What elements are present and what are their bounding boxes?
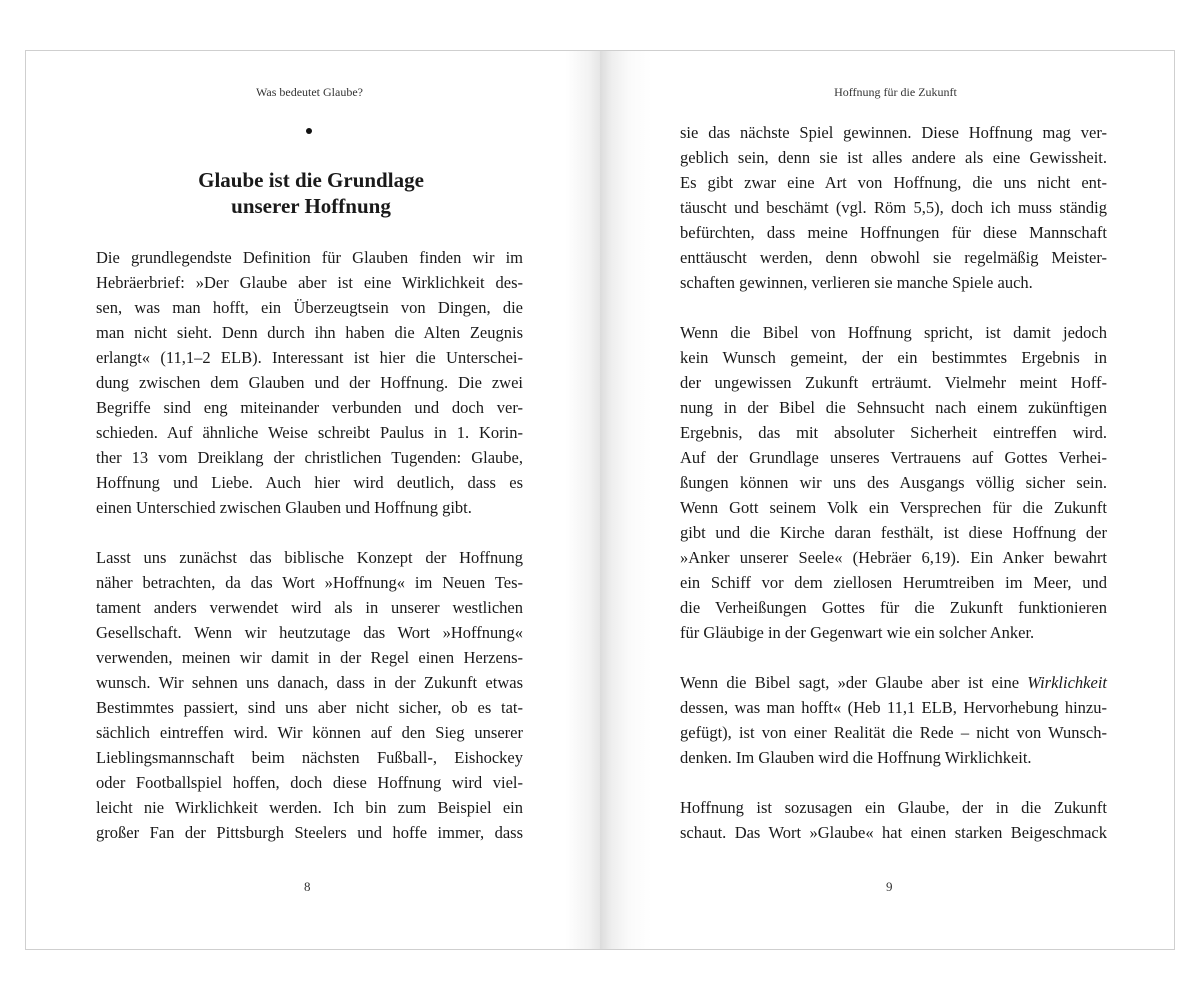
- text-line: Wenn die Bibel von Hoffnung spricht, ist damit jedoch: [680, 323, 1107, 342]
- chapter-title-line: unserer Hoffnung: [231, 194, 391, 218]
- book-spread: [25, 50, 1175, 950]
- text-line: schaften gewinnen, verlieren sie manche Spiele auch.: [680, 273, 1033, 292]
- text-line: Es gibt zwar eine Art von Hoffnung, die uns nicht ent-: [680, 173, 1107, 192]
- bullet-ornament: [306, 128, 312, 134]
- chapter-title: [96, 167, 526, 219]
- text-line: schaut. Das Wort »Glaube« hat einen starken Beigeschmack: [680, 823, 1107, 842]
- text-line: dessen, was man hofft« (Heb 11,1 ELB, Hervorhebung hinzu-: [680, 698, 1107, 717]
- text-line: ein Schiff vor dem ziellosen Herumtreiben im Meer, und: [680, 573, 1107, 592]
- text-line: Hoffnung ist sozusagen ein Glaube, der in die Zukunft: [680, 798, 1107, 817]
- text-line: »Anker unserer Seele« (Hebräer 6,19). Ein Anker bewahrt: [680, 548, 1107, 567]
- paragraph: [96, 245, 523, 520]
- text-line: Bestimmtes passiert, sind uns aber nicht sicher, ob es tat-: [96, 698, 523, 717]
- paragraph: [680, 795, 1107, 845]
- body-text: [680, 120, 1107, 845]
- text-line: Wenn Gott seinem Volk ein Versprechen für die Zukunft: [680, 498, 1107, 517]
- chapter-title-line: Glaube ist die Grundlage: [198, 168, 424, 192]
- text-segment: Wenn die Bibel sagt, »der Glaube aber ist eine: [680, 673, 1028, 692]
- text-line: großer Fan der Pittsburgh Steelers und hoffe immer, dass: [96, 823, 523, 842]
- text-line: ther 13 vom Dreiklang der christlichen Tugenden: Glaube,: [96, 448, 523, 467]
- emphasis-text: Wirklichkeit: [1027, 673, 1107, 692]
- text-line: Lasst uns zunächst das biblische Konzept der Hoffnung: [96, 548, 523, 567]
- text-line: erlangt« (11,1–2 ELB). Interessant ist hier die Unterschei-: [96, 348, 523, 367]
- text-line: tament anders verwendet wird als in unserer westlichen: [96, 598, 523, 617]
- text-line: gibt und die Kirche daran festhält, ist diese Hoffnung der: [680, 523, 1107, 542]
- text-line: enttäuscht werden, denn obwohl sie regelmäßig Meister-: [680, 248, 1107, 267]
- page-number: 9: [886, 879, 893, 894]
- paragraph: [680, 120, 1107, 295]
- text-line: sen, was man hofft, ein Überzeugtsein von Dingen, die: [96, 298, 523, 317]
- text-line: sie das nächste Spiel gewinnen. Diese Hoffnung mag ver-: [680, 123, 1107, 142]
- paragraph: [96, 545, 523, 845]
- text-line: Auf der Grundlage unseres Vertrauens auf Gottes Verhei-: [680, 448, 1107, 467]
- paragraph: [680, 320, 1107, 645]
- body-text: [96, 245, 523, 845]
- text-line: näher betrachten, da das Wort »Hoffnung« im Neuen Tes-: [96, 573, 523, 592]
- text-line: der ungewissen Zukunft erträumt. Vielmehr meint Hoff-: [680, 373, 1107, 392]
- text-line: schieden. Auf ähnliche Weise schreibt Paulus in 1. Korin-: [96, 423, 523, 442]
- text-line: täuscht und beschämt (vgl. Röm 5,5), doch ich muss ständig: [680, 198, 1107, 217]
- text-line: sächlich eintreffen wird. Wir können auf den Sieg unserer: [96, 723, 523, 742]
- text-line: Begriffe sind eng miteinander verbunden und doch ver-: [96, 398, 523, 417]
- running-head: Hoffnung für die Zukunft: [834, 85, 957, 99]
- right-page: [600, 51, 1174, 949]
- text-line: leicht nie Wirklichkeit werden. Ich bin zum Beispiel ein: [96, 798, 523, 817]
- text-line: nung in der Bibel die Sehnsucht nach einem zukünftigen: [680, 398, 1107, 417]
- running-head: Was bedeutet Glaube?: [256, 85, 363, 99]
- text-line: Hoffnung und Liebe. Auch hier wird deutlich, dass es: [96, 473, 523, 492]
- text-line: kein Wunsch gemeint, der ein bestimmtes Ergebnis in: [680, 348, 1107, 367]
- text-line: denken. Im Glauben wird die Hoffnung Wirklichkeit.: [680, 748, 1032, 767]
- text-line: die Verheißungen Gottes für die Zukunft funktionieren: [680, 598, 1107, 617]
- text-line: [680, 670, 1107, 695]
- text-line: wunsch. Wir sehnen uns danach, dass in der Zukunft etwas: [96, 673, 523, 692]
- text-line: Hebräerbrief: »Der Glaube aber ist eine Wirklichkeit des-: [96, 273, 523, 292]
- page-number: 8: [304, 879, 311, 894]
- text-line: Ergebnis, das mit absoluter Sicherheit eintreffen wird.: [680, 423, 1107, 442]
- text-line: für Gläubige in der Gegenwart wie ein solcher Anker.: [680, 623, 1035, 642]
- text-line: oder Footballspiel hoffen, doch diese Hoffnung wird viel-: [96, 773, 523, 792]
- text-line: man nicht sieht. Denn durch ihn haben die Alten Zeugnis: [96, 323, 523, 342]
- text-line: verwenden, meinen wir damit in der Regel einen Herzens-: [96, 648, 523, 667]
- text-line: ßungen können wir uns des Ausgangs völlig sicher sein.: [680, 473, 1107, 492]
- text-line: dung zwischen dem Glauben und der Hoffnung. Die zwei: [96, 373, 523, 392]
- text-line: Lieblingsmannschaft beim nächsten Fußball-, Eishockey: [96, 748, 523, 767]
- text-line: einen Unterschied zwischen Glauben und Hoffnung gibt.: [96, 498, 472, 517]
- paragraph: [680, 670, 1107, 770]
- text-line: gefügt), ist von einer Realität die Rede – nicht von Wunsch-: [680, 723, 1107, 742]
- text-line: Die grundlegendste Definition für Glauben finden wir im: [96, 248, 523, 267]
- left-page: [26, 51, 600, 949]
- text-line: geblich sein, denn sie ist alles andere als eine Gewissheit.: [680, 148, 1107, 167]
- text-line: befürchten, dass meine Hoffnungen für diese Mannschaft: [680, 223, 1107, 242]
- text-line: Gesellschaft. Wenn wir heutzutage das Wort »Hoffnung«: [96, 623, 523, 642]
